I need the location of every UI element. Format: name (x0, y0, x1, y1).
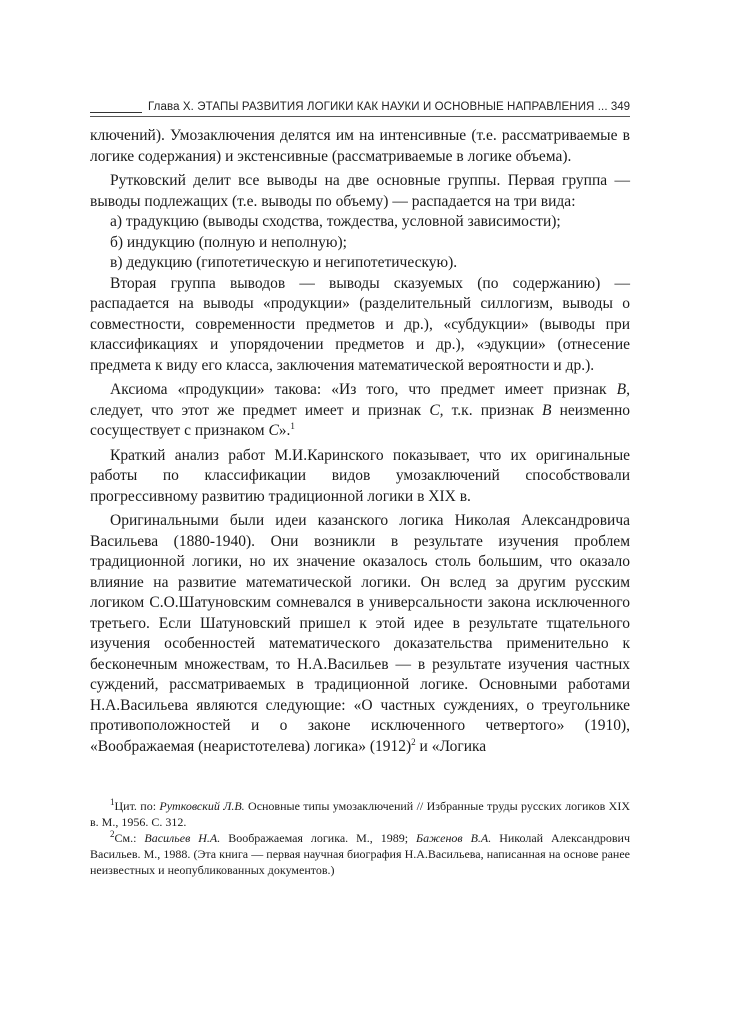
paragraph: Аксиома «продукции» такова: «Из того, что предмет имеет признак В, следует, что этот же предмет имеет и признак С, т.к. признак В неизменно сосуществует с признаком С».$^1$ (90, 381, 630, 439)
list-item: б) индукцию (полную и неполную); (110, 233, 347, 251)
footnote: $^2$См.: Васильев Н.А. Воображаемая логика. М., 1989; Баженов В.А. Николай Александрович Васильев. М., 1988. (Эта книга — первая научная биография Н.А.Васильева, написанная на основе ранее неизвестных и неопубликованных документов.) (90, 829, 630, 877)
paragraph: ключений). Умозаключения делятся им на интенсивные (т.е. рассматриваемые в логике содержания) и экстенсивные (рассматриваемые в логике объема). (90, 127, 630, 165)
paragraph: Краткий анализ работ М.И.Каринского показывает, что их оригинальные работы по классификации видов умозаключений способствовали прогрессивному развитию традиционной логики в XIX в. (90, 446, 630, 505)
footnotes (90, 798, 630, 878)
header-rule (90, 112, 142, 113)
chapter-title: Глава X. ЭТАПЫ РАЗВИТИЯ ЛОГИКИ КАК НАУКИ И ОСНОВНЫЕ НАПРАВЛЕНИЯ ... (148, 101, 608, 113)
footnote-ref: 2 (411, 736, 416, 747)
page-number: 349 (610, 101, 630, 113)
list-item: а) традукцию (выводы сходства, тождества, условной зависимости); (110, 213, 561, 230)
footnote: $^1$Цит. по: Рутковский Л.В. Основные типы умозаключений // Избранные труды русских логиков XIX в. М., 1956. С. 312. (90, 797, 630, 829)
main-text (90, 126, 630, 757)
footnote-ref: 1 (290, 420, 295, 431)
header-underline (90, 116, 630, 117)
paragraph: Рутковский делит все выводы на две основные группы. Первая группа — выводы подлежащих (т.е. выводы по объему) — распадается на три вида: (90, 172, 630, 210)
paragraph: Оригинальными были идеи казанского логика Николая Александровича Васильева (1880-1940). Они возникли в результате изучения проблем традиционной логики, но их значение оказалось столь большим, что оказало влияние на развитие математической логики. Он вслед за другим русским логиком С.О.Шатуновским сомневался в универсальности закона исключенного третьего. Если Шатуновский пришел к этой идее в результате тщательного изучения особенностей математического доказательства применительно к бесконечным множествам, то Н.А.Васильев — в результате изучения частных суждений, рассматриваемых в традиционной логике. Основными работами Н.А.Васильева являются следующие: «О частных суждениях, о треугольнике противоположностей и о законе исключенного четвертого» (1910), «Воображаемая (неаристотелева) логика» $(1912)^2$ и «Логика (90, 512, 630, 755)
paragraph: Вторая группа выводов — выводы сказуемых (по содержанию) — распадается на выводы «продукции» (разделительный силлогизм, выводы о совместности, современности предметов и др.), «субдукции» (выводы при классификациях и упорядочении предметов и др.), «эдукции» (отнесение предмета к виду его класса, заключения математической вероятности и др.). (90, 274, 630, 374)
list-item: в) дедукцию (гипотетическую и негипотетическую). (110, 254, 458, 271)
